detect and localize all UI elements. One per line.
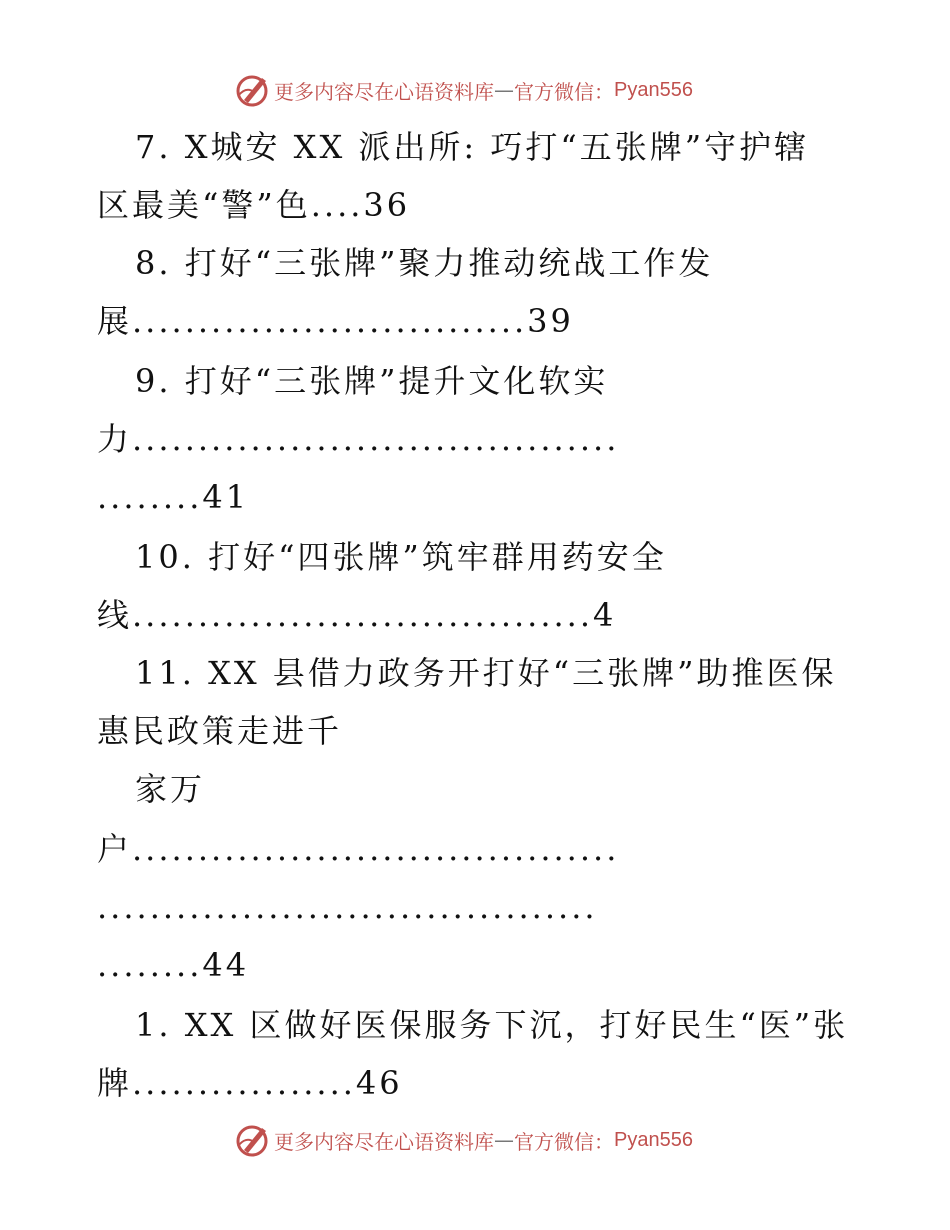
toc-entry-1-line2: 牌.................46 [97,1064,403,1102]
toc-entry-11-line1: 11. XX 县借力政务开打好“三张牌”助推医保 [135,654,837,692]
toc-entry-8-line2: 展..............................39 [97,302,574,340]
toc-entry-11-line5: ...................................... [97,888,598,926]
watermark-main-text: 更多内容尽在心语资料库 [274,79,494,104]
red-pen-seal-icon [232,70,272,110]
watermark-wechat-id: Pyan556 [614,1128,693,1151]
watermark-sub-text: 官方微信： [514,79,614,104]
toc-entry-10-line1: 10. 打好“四张牌”筑牢群用药安全 [135,538,667,576]
toc-entry-7-line2: 区最美“警”色....36 [97,186,411,224]
toc-entry-9-line3: ........41 [97,478,250,516]
watermark-main-text: 更多内容尽在心语资料库 [274,1129,494,1154]
watermark-wechat-id: Pyan556 [614,78,693,101]
toc-entry-1-line1: 1. XX 区做好医保服务下沉，打好民生“医”张 [135,1006,849,1044]
watermark-banner-bottom [232,1120,693,1160]
toc-entry-11-line6: ........44 [97,946,250,984]
toc-entry-9-line1: 9. 打好“三张牌”提升文化软实 [135,362,609,400]
toc-entry-11-line3: 家万 [135,770,206,808]
watermark-dash: — [494,1128,514,1152]
toc-entry-11-line2: 惠民政策走进千 [97,712,343,750]
red-pen-seal-icon [232,1120,272,1160]
watermark-sub-text: 官方微信： [514,1129,614,1154]
toc-entry-11-line4: 户..................................... [97,830,620,868]
toc-entry-10-line2: 线...................................4 [97,596,617,634]
watermark-banner-top [232,70,693,110]
watermark-dash: — [494,78,514,102]
toc-entry-8-line1: 8. 打好“三张牌”聚力推动统战工作发 [135,244,714,282]
toc-entry-9-line2: 力..................................... [97,420,620,458]
toc-entry-7-line1: 7. X城安 XX 派出所: 巧打“五张牌”守护辖 [135,128,810,166]
